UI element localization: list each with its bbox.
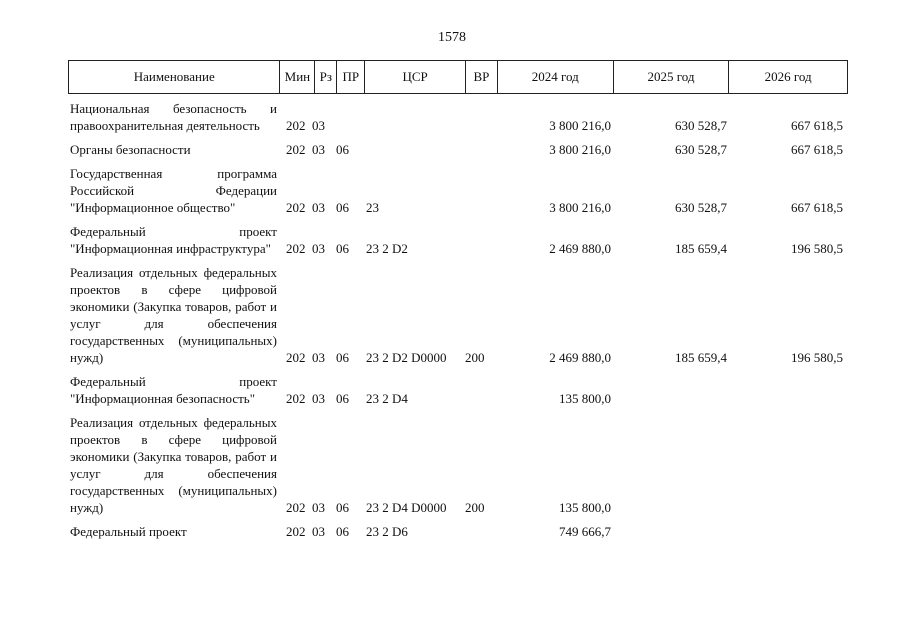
row-2025: 630 528,7 [675,200,727,215]
row-rz: 03 [312,500,325,515]
row-min: 202 [286,524,306,539]
row-2026: 196 580,5 [791,350,843,365]
table-row [70,414,848,516]
table-row [70,165,848,216]
row-pr: 06 [336,524,349,539]
table-body [70,100,848,547]
row-2025: 630 528,7 [675,142,727,157]
row-2026: 667 618,5 [791,142,843,157]
row-rz: 03 [312,241,325,256]
table-row [70,523,848,540]
row-2026: 196 580,5 [791,241,843,256]
row-min: 202 [286,241,306,256]
row-csr: 23 2 D4 [366,391,408,406]
row-pr: 06 [336,241,349,256]
row-name: Государственная программа Российской Федерации "Информационное общество" [70,166,277,215]
header-2025: 2025 год [614,61,730,93]
row-name: Органы безопасности [70,142,191,157]
header-name: Наименование [69,61,280,93]
row-2025: 185 659,4 [675,241,727,256]
row-csr: 23 [366,200,379,215]
row-rz: 03 [312,142,325,157]
row-csr: 23 2 D4 D0000 [366,500,447,515]
header-pr: ПР [337,61,365,93]
table-header [68,60,848,94]
table-row [70,100,848,134]
row-2024: 135 800,0 [559,391,611,406]
row-name: Федеральный проект [70,524,187,539]
row-min: 202 [286,142,306,157]
table-row [70,373,848,407]
row-csr: 23 2 D6 [366,524,408,539]
row-min: 202 [286,118,306,133]
row-min: 202 [286,350,306,365]
row-name: Федеральный проект "Информационная безопасность" [70,374,277,406]
table-row [70,223,848,257]
header-rz: Рз [315,61,337,93]
header-2024: 2024 год [498,61,614,93]
row-pr: 06 [336,391,349,406]
row-pr: 06 [336,200,349,215]
table-row [70,264,848,366]
row-csr: 23 2 D2 [366,241,408,256]
row-pr: 06 [336,142,349,157]
row-2024: 2 469 880,0 [549,241,611,256]
row-2024: 3 800 216,0 [549,142,611,157]
row-2024: 2 469 880,0 [549,350,611,365]
row-name: Национальная безопасность и правоохранительная деятельность [70,101,277,133]
row-name: Реализация отдельных федеральных проектов в сфере цифровой экономики (Закупка товаров, работ и услуг для обеспечения государственных (муниципальных) нужд) [70,415,277,515]
row-min: 202 [286,391,306,406]
row-2024: 135 800,0 [559,500,611,515]
page-number: 1578 [438,30,466,45]
row-name: Федеральный проект "Информационная инфраструктура" [70,224,277,256]
row-vr: 200 [465,500,485,515]
row-name: Реализация отдельных федеральных проектов в сфере цифровой экономики (Закупка товаров, работ и услуг для обеспечения государственных (муниципальных) нужд) [70,265,277,365]
row-pr: 06 [336,350,349,365]
header-min: Мин [280,61,315,93]
row-2024: 3 800 216,0 [549,118,611,133]
header-vr: ВР [466,61,498,93]
row-rz: 03 [312,200,325,215]
row-vr: 200 [465,350,485,365]
row-pr: 06 [336,500,349,515]
row-rz: 03 [312,118,325,133]
row-rz: 03 [312,350,325,365]
row-csr: 23 2 D2 D0000 [366,350,447,365]
row-rz: 03 [312,391,325,406]
row-2024: 3 800 216,0 [549,200,611,215]
header-csr: ЦСР [365,61,466,93]
header-2026: 2026 год [764,69,812,84]
row-2026: 667 618,5 [791,118,843,133]
row-2025: 185 659,4 [675,350,727,365]
table-row [70,141,848,158]
row-min: 202 [286,200,306,215]
row-rz: 03 [312,524,325,539]
row-2026: 667 618,5 [791,200,843,215]
row-2025: 630 528,7 [675,118,727,133]
row-min: 202 [286,500,306,515]
row-2024: 749 666,7 [559,524,611,539]
